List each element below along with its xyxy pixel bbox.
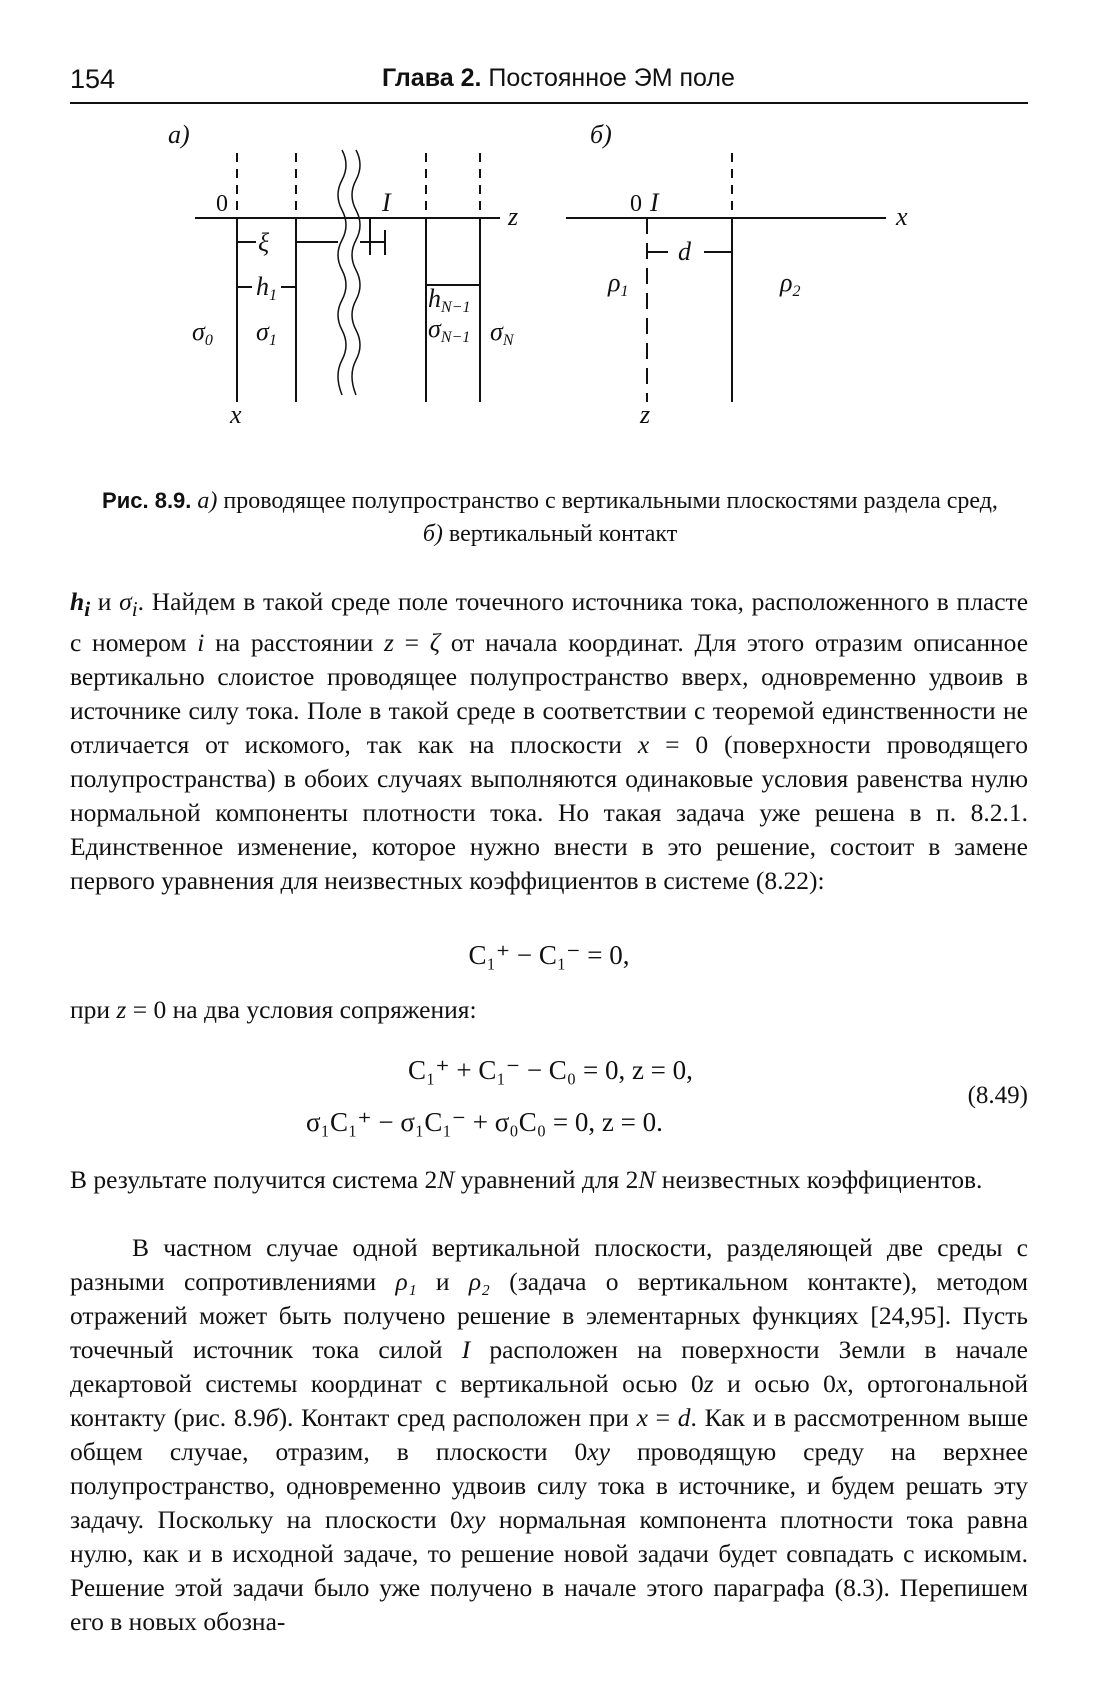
caption-a-text: проводящее полупространство с вертикальными плоскостями раздела сред, [223, 488, 998, 514]
panel-a-h1: h1 [256, 272, 277, 304]
figure-8-9 [70, 115, 1028, 480]
figure-drawing [70, 115, 1028, 480]
paragraph-4: В частном случае одной вертикальной плоскости, разделяющей две среды с разными сопротивлениями ρ₁ и ρ₂ (задача о вертикальном контакте), методом отражений может быть получено решение в элементарных функциях [24,95]. Пусть точечный источник тока силой I расположен на поверхности Земли в начале декартовой системы координат с вертикальной осью 0z и осью 0x, ортогональной контакту (рис. 8.9б). Контакт сред расположен при x = d. Как и в рассмотренном выше общем случае, отразим, в плоскости 0xy проводящую среду на верхнее полупространство, одновременно удвоив силу тока в источнике, и будем решать эту задачу. Поскольку на плоскости 0xy нормальная компонента плотности тока равна нулю, как и в исходной задаче, то решение новой задачи будет совпадать с искомым. Решение этой задачи было уже получено в начале этого параграфа (8.3). Перепишем его в новых обозна- [70, 1233, 1029, 1636]
panel-b-axis-x: x [896, 202, 908, 231]
equation-number: (8.49) [967, 1082, 1028, 1109]
panel-a-axis-x: x [230, 400, 242, 429]
paragraph-2: при z = 0 на два условия сопряжения: [70, 995, 477, 1024]
panel-b-rho1: ρ1 [608, 268, 629, 300]
panel-b-source: I [650, 188, 659, 217]
panel-b-origin: 0 [630, 191, 642, 217]
paragraph-1: $h_i$ и $\sigma_i$. Найдем в такой среде поле точечного источника тока, расположенного в пласте с номером i на расстоянии z = ζ от начала координат. Для этого отразим описанное вертикально слоистое проводящее полупространство вверх, одновременно удвоив в источнике силу тока. Поле в такой среде в соответствии с теоремой единственности не отличается от искомого, так как на плоскости x = 0 (поверхности проводящего полупространства) в обоих случаях выполняются одинаковые условия равенства нулю нормальной компоненты плотности тока. Но такая задача уже решена в п. 8.2.1. Единственное изменение, которое нужно внести в это решение, состоит в замене первого уравнения для неизвестных коэффициентов в системе (8.22): [70, 587, 1029, 896]
chapter-title: Постоянное ЭМ поле [488, 64, 735, 92]
panel-b-label: б) [590, 120, 612, 149]
panel-b-rho2: ρ2 [780, 268, 801, 300]
panel-b-d: d [678, 237, 691, 266]
equation-c1: C₁⁺ − C₁⁻ = 0, [468, 940, 630, 970]
panel-a-axis-z: z [508, 202, 519, 231]
caption-b-text: вертикальный контакт [448, 521, 678, 547]
caption-label: Рис. 8.9. [102, 488, 192, 513]
figure-caption [100, 484, 1000, 551]
panel-a-sigma0: σ0 [192, 317, 213, 349]
panel-a-break-left [338, 150, 346, 395]
panel-a-label: а) [168, 120, 190, 149]
equation-8-49-line-1: C₁⁺ + C₁⁻ − C₀ = 0, z = 0, [408, 1055, 693, 1085]
panel-a-hn: hN−1 [428, 284, 471, 316]
panel-a-break-right [352, 150, 360, 395]
equation-8-49 [70, 1055, 1028, 1155]
page-number: 154 [70, 64, 116, 94]
running-title [382, 64, 735, 93]
panel-a-sigma-n1: σN−1 [428, 314, 471, 346]
equation-8-49-line-2: σ₁C₁⁺ − σ₁C₁⁻ + σ₀C₀ = 0, z = 0. [306, 1107, 663, 1137]
panel-a-sigma-n: σN [490, 317, 514, 349]
running-header [70, 62, 1028, 104]
paragraph-3: В результате получится система 2N уравнений для 2N неизвестных коэффициентов. [70, 1165, 983, 1194]
caption-b-label: б) [422, 521, 443, 547]
panel-a-xi: ξ [258, 228, 270, 257]
chapter-label: Глава 2. [382, 64, 482, 92]
panel-a-source: I [382, 188, 391, 217]
caption-a-label: а) [197, 488, 218, 514]
panel-a-sigma1: σ1 [256, 317, 277, 349]
panel-a-origin: 0 [216, 191, 228, 217]
panel-b-axis-z: z [640, 400, 651, 429]
